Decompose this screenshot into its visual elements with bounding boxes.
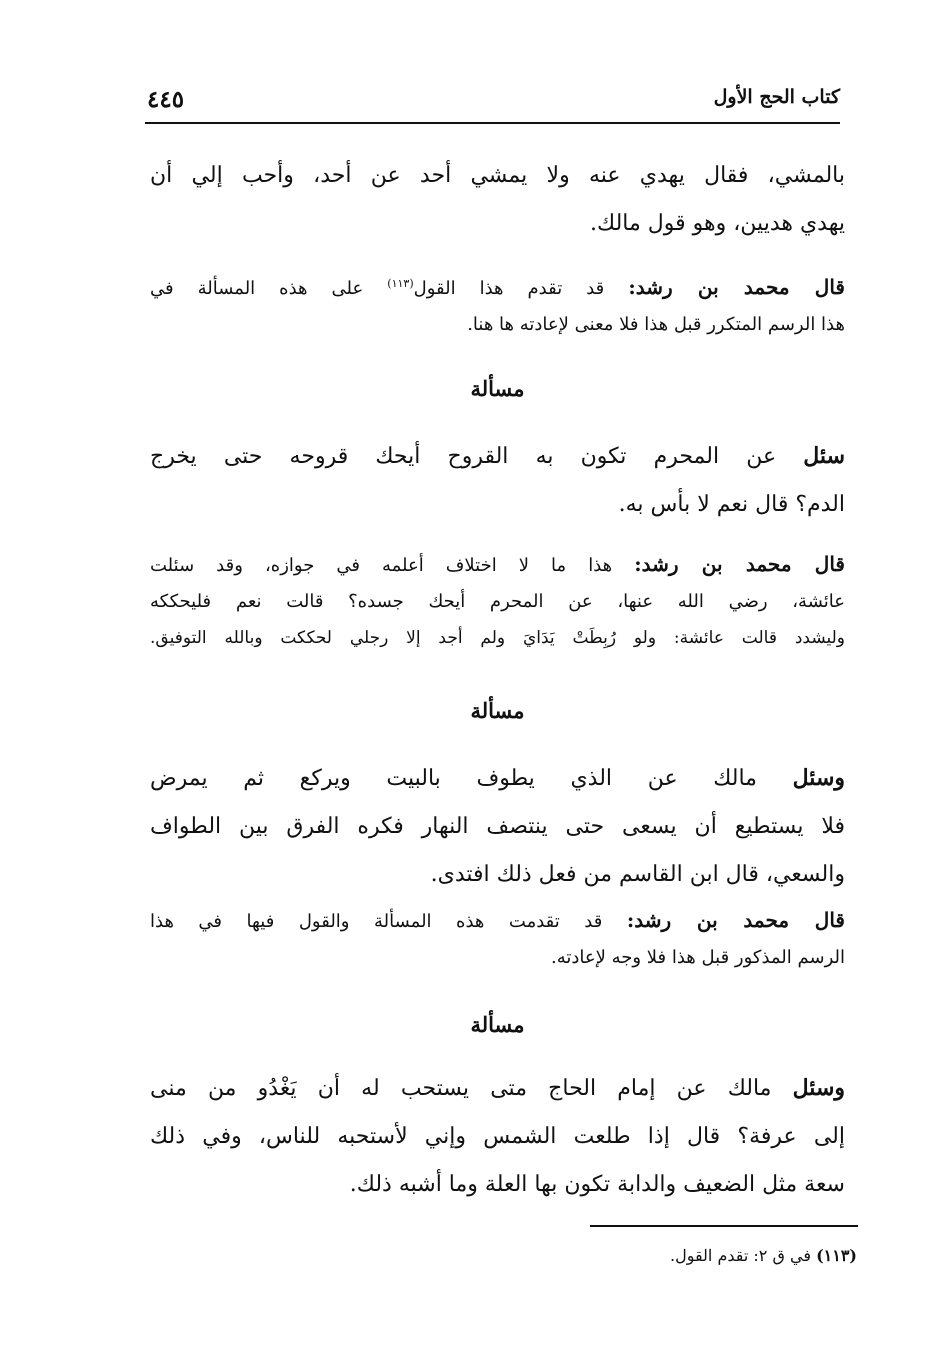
commentary-paragraph: [150, 546, 845, 656]
footnote-rule: [590, 1225, 858, 1227]
text-line: هذا الرسم المتكرر قبل هذا فلا معنى لإعادته ها هنا.: [467, 314, 845, 335]
commentary-paragraph: [150, 266, 845, 343]
question-paragraph: [150, 432, 845, 529]
section-heading: مسألة: [470, 1012, 525, 1037]
section-heading: مسألة: [470, 376, 525, 401]
text-line: عائشة، رضي الله عنها، عن المحرم أيحك جسده؟ قالت نعم فليحككه: [150, 591, 845, 612]
text-line: [150, 432, 845, 481]
question-paragraph: [150, 1064, 845, 1209]
commentator-name: قال محمد بن رشد:: [628, 275, 845, 299]
running-header: [145, 84, 840, 124]
text-run: مالك عن الذي يطوف بالبيت ويركع ثم يمرض: [150, 766, 757, 791]
text-run: على هذه المسألة في: [150, 278, 364, 299]
text-line: سعة مثل الضعيف والدابة تكون بها العلة وما أشبه ذلك.: [349, 1172, 845, 1197]
text-line: [150, 266, 845, 307]
text-line: الرسم المذكور قبل هذا فلا وجه لإعادته.: [550, 947, 845, 968]
text-run: قد تقدم هذا القول: [413, 278, 605, 299]
commentator-name: قال محمد بن رشد:: [634, 552, 845, 576]
text-run: قد تقدمت هذه المسألة والقول فيها في هذا: [150, 911, 603, 932]
text-line: يهدي هديين، وهو قول مالك.: [590, 211, 845, 236]
text-line: [150, 1064, 845, 1113]
paragraph-continuation: [150, 152, 845, 248]
section-heading: مسألة: [470, 698, 525, 723]
text-line: إلى عرفة؟ قال إذا طلعت الشمس وإني لأستحبه للناس، وفي ذلك: [150, 1124, 845, 1149]
text-line: الدم؟ قال نعم لا بأس به.: [618, 492, 845, 517]
commentary-paragraph: [150, 902, 845, 976]
footnote-number: (١١٣): [816, 1246, 857, 1265]
text-line: فلا يستطيع أن يسعى حتى ينتصف النهار فكره الفرق بين الطواف: [150, 814, 845, 839]
book-title: كتاب الحج الأول: [713, 86, 840, 108]
text-line: والسعي، قال ابن القاسم من فعل ذلك افتدى.: [430, 862, 845, 887]
text-line: [150, 902, 845, 940]
page-number: ٤٤٥: [147, 86, 185, 113]
lead-word: سئل: [803, 443, 845, 469]
footnote-ref[interactable]: (١١٣): [387, 277, 414, 290]
text-run: مالك عن إمام الحاج متى يستحب له أن يَغْدُو من منى: [150, 1076, 772, 1101]
footnote-text: في ق ٢: تقدم القول.: [669, 1246, 811, 1265]
lead-word: وسئل: [792, 765, 845, 791]
text-line: [150, 546, 845, 584]
commentator-name: قال محمد بن رشد:: [626, 908, 845, 932]
text-run: هذا ما لا اختلاف أعلمه في جوازه، وقد سئلت: [150, 555, 613, 576]
text-line: بالمشي، فقال يهدي عنه ولا يمشي أحد عن أحد، وأحب إلي أن: [150, 163, 845, 188]
text-line: [150, 754, 845, 803]
text-line: وليشدد قالت عائشة: ولو رُبِطَتْ يَدَايَ ولم أجد إلا رجلي لحككت وبالله التوفيق.: [150, 628, 845, 648]
question-paragraph: [150, 754, 845, 899]
text-run: عن المحرم تكون به القروح أيحك قروحه حتى يخرج: [150, 444, 777, 469]
footnote: [670, 1243, 857, 1269]
lead-word: وسئل: [792, 1075, 845, 1101]
